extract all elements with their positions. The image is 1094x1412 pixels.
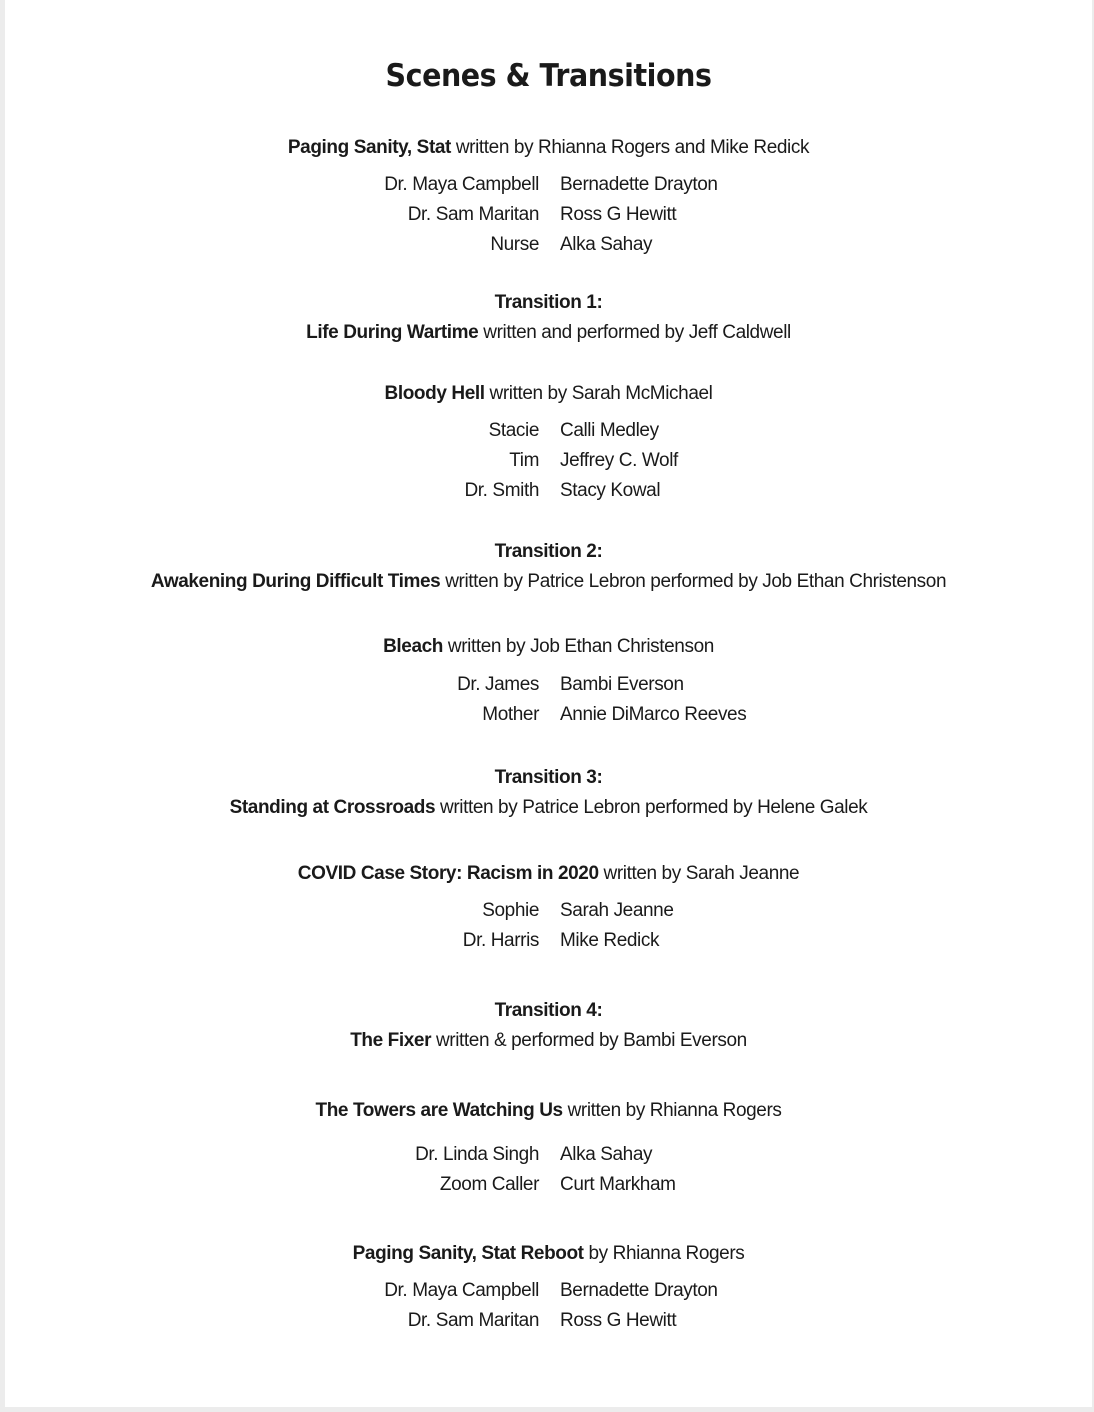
scene-credit: written by Sarah McMichael bbox=[489, 383, 713, 404]
scene-credit: written by Rhianna Rogers bbox=[567, 1100, 782, 1121]
actor-name: Alka Sahay bbox=[560, 1144, 653, 1165]
actor-name: Bernadette Drayton bbox=[560, 174, 718, 195]
scene-credit: by Rhianna Rogers bbox=[588, 1243, 745, 1264]
actor-name: Mike Redick bbox=[560, 930, 660, 951]
cast-row bbox=[5, 900, 1092, 930]
cast-row bbox=[5, 174, 1092, 204]
cast-row bbox=[5, 420, 1092, 450]
scene-name: The Towers are Watching Us bbox=[315, 1100, 563, 1121]
role-name: Dr. James bbox=[457, 674, 539, 695]
scene-credit: written by Job Ethan Christenson bbox=[447, 636, 714, 657]
role-name: Tim bbox=[509, 450, 539, 471]
cast-list bbox=[5, 674, 1092, 734]
cast-row bbox=[5, 1174, 1092, 1204]
scene-credit: written by Rhianna Rogers and Mike Redick bbox=[455, 137, 810, 158]
transition-credit: written by Patrice Lebron performed by Helene Galek bbox=[440, 797, 868, 818]
actor-name: Bambi Everson bbox=[560, 674, 684, 695]
scene-heading bbox=[5, 636, 1092, 658]
role-name: Dr. Maya Campbell bbox=[384, 174, 539, 195]
actor-name: Alka Sahay bbox=[560, 234, 653, 255]
role-name: Mother bbox=[482, 704, 539, 725]
actor-name: Bernadette Drayton bbox=[560, 1280, 718, 1301]
transition-name: Standing at Crossroads bbox=[229, 797, 436, 818]
transition-label bbox=[5, 541, 1092, 563]
cast-row bbox=[5, 674, 1092, 704]
transition-credit: written by Patrice Lebron performed by Job Ethan Christenson bbox=[445, 571, 947, 592]
role-name: Dr. Linda Singh bbox=[415, 1144, 539, 1165]
transition-name: Awakening During Difficult Times bbox=[150, 571, 441, 592]
scene-heading bbox=[5, 1243, 1092, 1265]
scene-name: Paging Sanity, Stat bbox=[287, 137, 451, 158]
actor-name: Ross G Hewitt bbox=[560, 1310, 677, 1331]
scene-heading bbox=[5, 1100, 1092, 1122]
actor-name: Stacy Kowal bbox=[560, 480, 661, 501]
actor-name: Sarah Jeanne bbox=[560, 900, 674, 921]
transition-name: The Fixer bbox=[350, 1030, 432, 1051]
scene-name: Paging Sanity, Stat Reboot bbox=[352, 1243, 584, 1264]
role-name: Stacie bbox=[488, 420, 539, 441]
scene-heading bbox=[5, 137, 1092, 159]
cast-list bbox=[5, 1144, 1092, 1204]
scene-name: Bleach bbox=[383, 636, 443, 657]
program-page bbox=[5, 0, 1092, 1407]
transition-number: Transition 4: bbox=[494, 1000, 603, 1021]
transition-heading bbox=[5, 797, 1092, 819]
role-name: Dr. Maya Campbell bbox=[384, 1280, 539, 1301]
transition-label bbox=[5, 1000, 1092, 1022]
cast-row bbox=[5, 480, 1092, 510]
cast-list bbox=[5, 900, 1092, 960]
cast-row bbox=[5, 1144, 1092, 1174]
actor-name: Annie DiMarco Reeves bbox=[560, 704, 747, 725]
transition-number: Transition 3: bbox=[494, 767, 603, 788]
role-name: Dr. Harris bbox=[462, 930, 539, 951]
cast-list bbox=[5, 174, 1092, 264]
cast-row bbox=[5, 450, 1092, 480]
transition-number: Transition 2: bbox=[494, 541, 603, 562]
role-name: Dr. Sam Maritan bbox=[407, 204, 539, 225]
transition-credit: written and performed by Jeff Caldwell bbox=[483, 322, 791, 343]
scene-heading bbox=[5, 863, 1092, 885]
cast-row bbox=[5, 930, 1092, 960]
role-name: Dr. Smith bbox=[464, 480, 539, 501]
actor-name: Jeffrey C. Wolf bbox=[560, 450, 678, 471]
scene-heading bbox=[5, 383, 1092, 405]
transition-name: Life During Wartime bbox=[306, 322, 479, 343]
transition-credit: written & performed by Bambi Everson bbox=[435, 1030, 747, 1051]
cast-row bbox=[5, 204, 1092, 234]
transition-label bbox=[5, 292, 1092, 314]
scene-name: COVID Case Story: Racism in 2020 bbox=[297, 863, 599, 884]
role-name: Zoom Caller bbox=[439, 1174, 539, 1195]
page-title: Scenes & Transitions bbox=[385, 58, 712, 94]
actor-name: Calli Medley bbox=[560, 420, 659, 441]
cast-row bbox=[5, 704, 1092, 734]
transition-heading bbox=[5, 571, 1092, 593]
cast-row bbox=[5, 1310, 1092, 1340]
transition-heading bbox=[5, 1030, 1092, 1052]
role-name: Nurse bbox=[490, 234, 539, 255]
cast-row bbox=[5, 234, 1092, 264]
cast-row bbox=[5, 1280, 1092, 1310]
role-name: Dr. Sam Maritan bbox=[407, 1310, 539, 1331]
role-name: Sophie bbox=[482, 900, 539, 921]
transition-label bbox=[5, 767, 1092, 789]
actor-name: Curt Markham bbox=[560, 1174, 676, 1195]
transition-heading bbox=[5, 322, 1092, 344]
scene-name: Bloody Hell bbox=[384, 383, 485, 404]
actor-name: Ross G Hewitt bbox=[560, 204, 677, 225]
scene-credit: written by Sarah Jeanne bbox=[603, 863, 800, 884]
cast-list bbox=[5, 1280, 1092, 1340]
cast-list bbox=[5, 420, 1092, 510]
transition-number: Transition 1: bbox=[494, 292, 603, 313]
